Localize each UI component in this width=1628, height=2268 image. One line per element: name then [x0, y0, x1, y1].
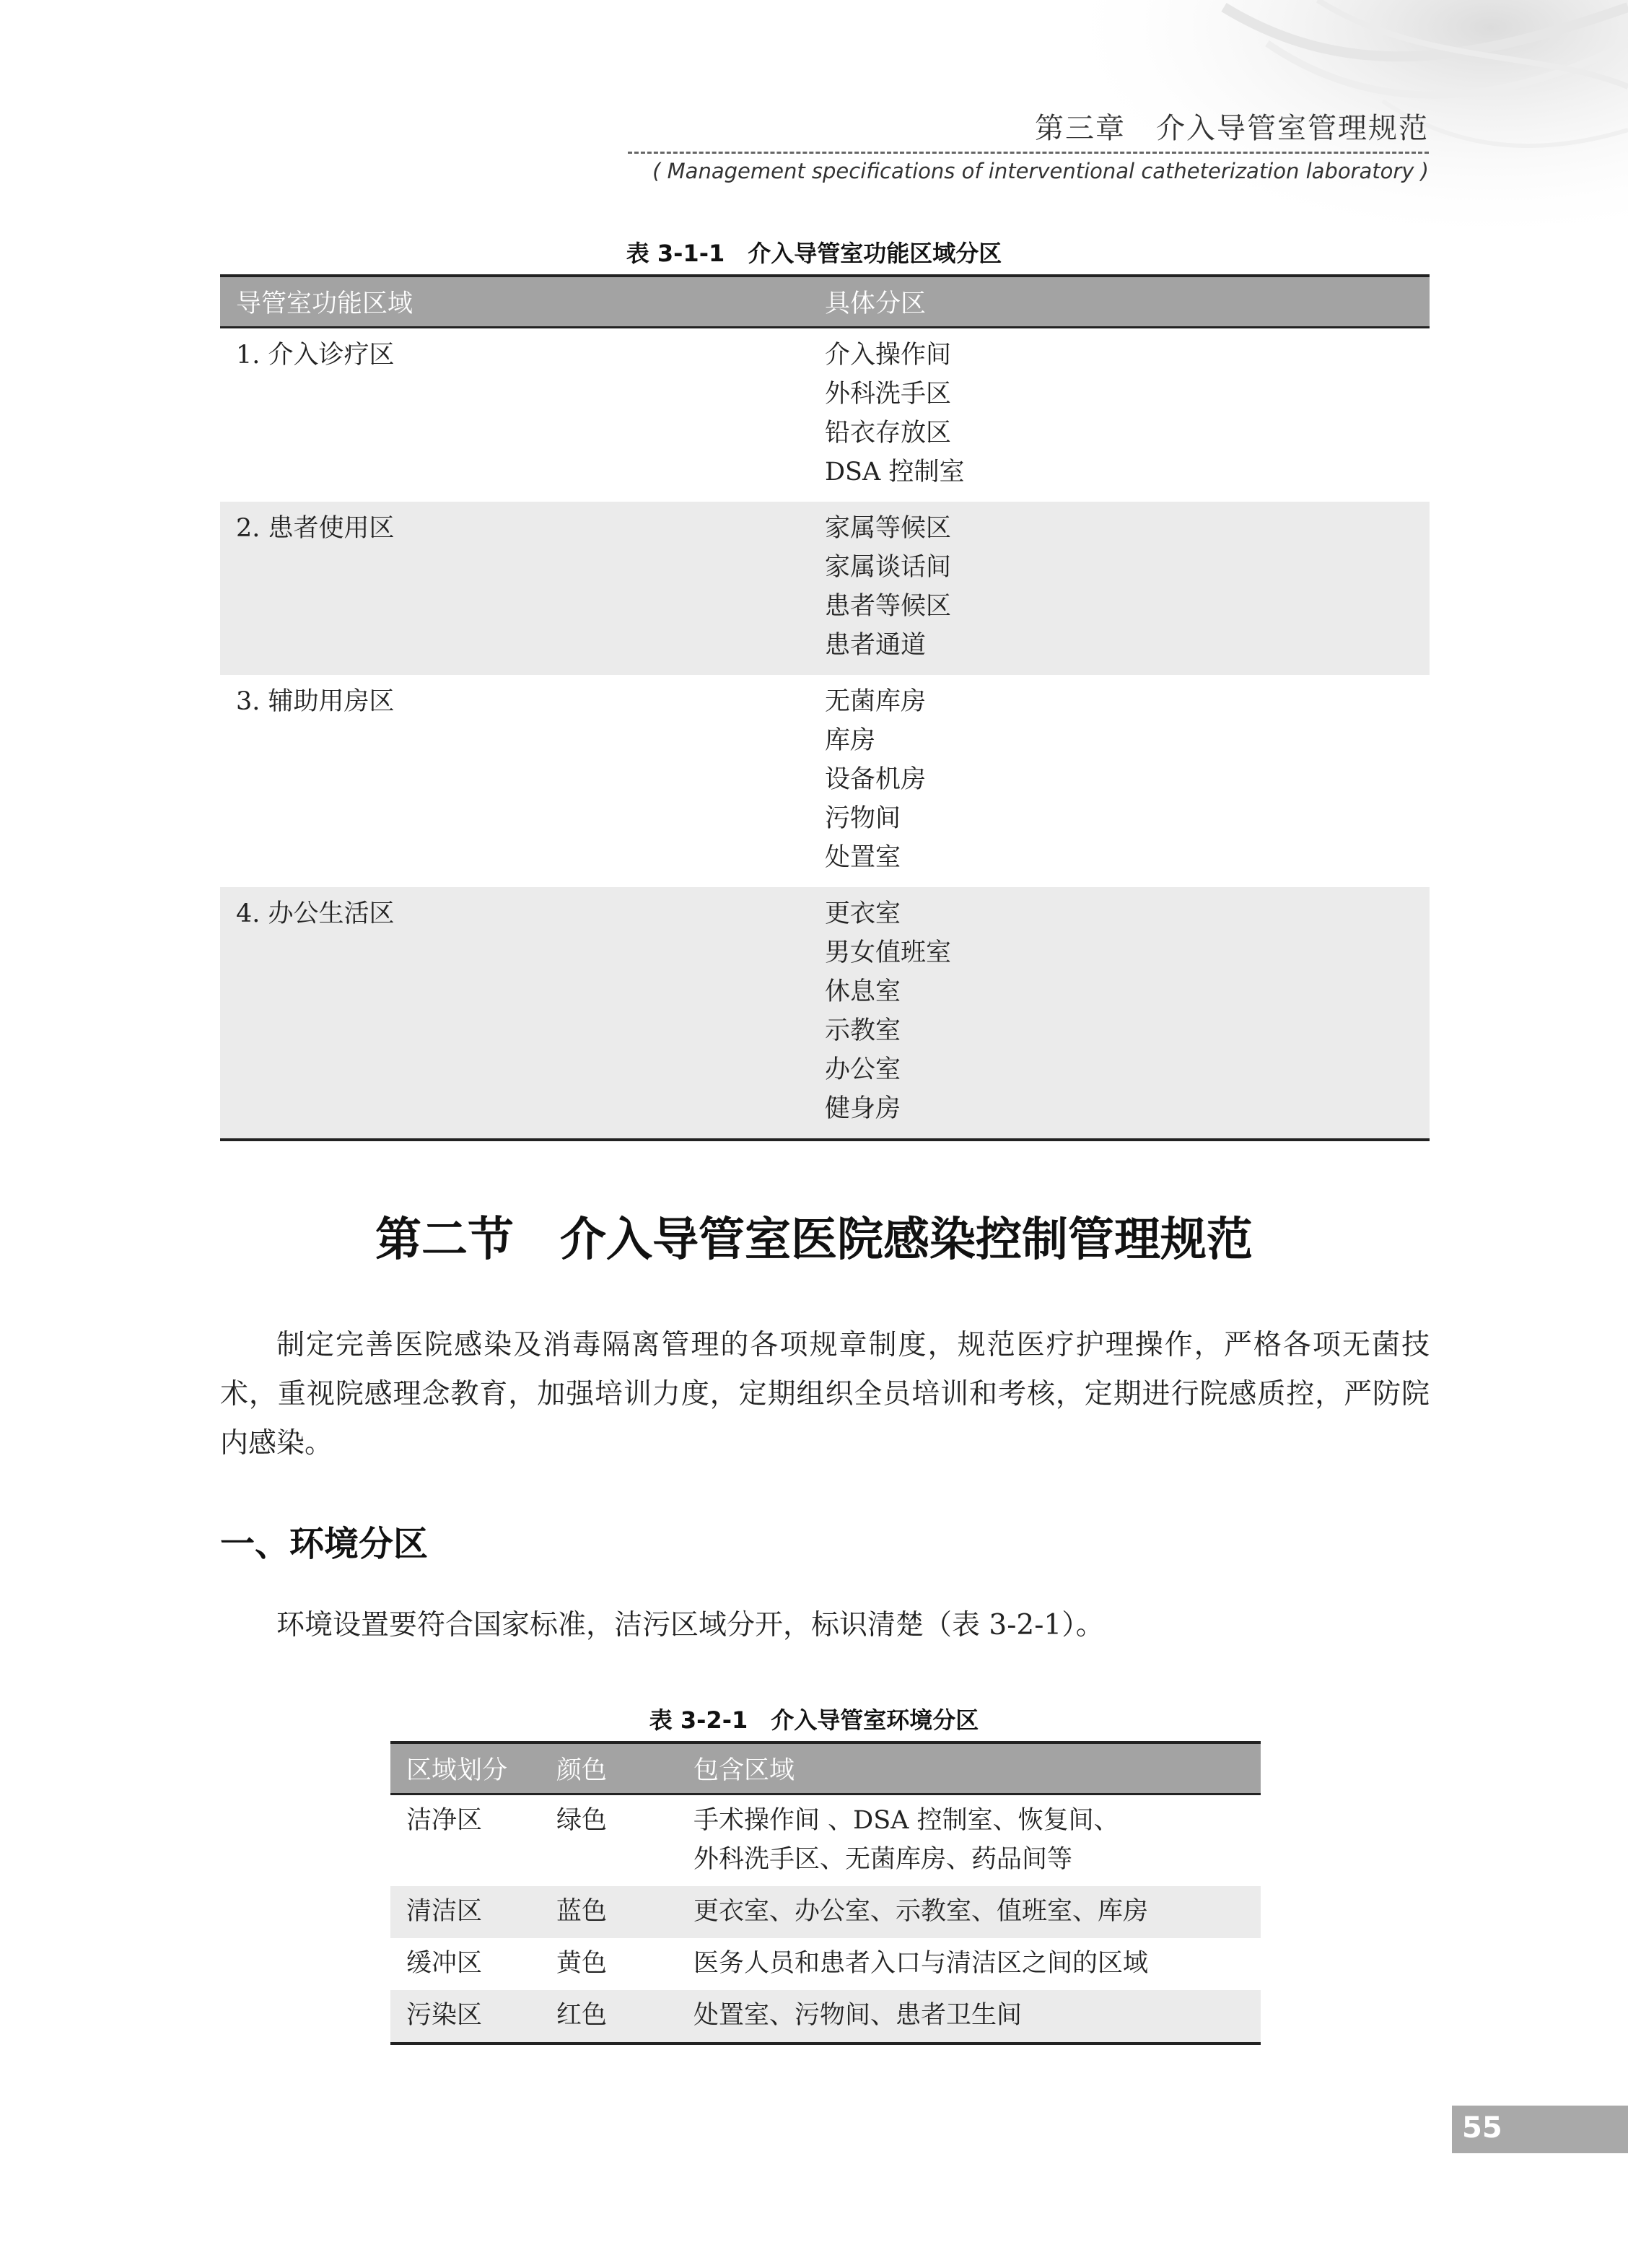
- areas-cell: [693, 1801, 1261, 1879]
- environment-zone-table: [390, 1741, 1261, 2045]
- zone-item: 无菌库房: [825, 687, 927, 716]
- table-row: [390, 1990, 1261, 2042]
- zone-item: 男女值班室: [825, 938, 952, 967]
- area-line: 手术操作间 、DSA 控制室、恢复间、: [693, 1806, 1119, 1835]
- zone-item: 设备机房: [825, 765, 927, 794]
- zone-item: 患者等候区: [825, 592, 952, 621]
- color-cell: 黄色: [556, 1949, 608, 1978]
- zone-item: 外科洗手区: [825, 380, 952, 409]
- areas-cell: [693, 1944, 1261, 1983]
- zone-items-cell: [825, 509, 1430, 665]
- functional-zone-table: [220, 274, 1430, 1141]
- table1-header-cell: 导管室功能区域: [236, 289, 413, 318]
- zone-item: 铅衣存放区: [825, 419, 952, 448]
- zone-name-cell: 2. 患者使用区: [236, 514, 395, 543]
- section-paragraph: 制定完善医院感染及消毒隔离管理的各项规章制度，规范医疗护理操作，严格各项无菌技术，重视院感理念教育，加强培训力度，定期组织全员培训和考核，定期进行院感质控，严防院内感染。: [220, 1329, 1430, 1460]
- zone-items-cell: [825, 894, 1430, 1128]
- zone-item: 患者通道: [825, 631, 927, 660]
- zone-item: 污物间: [825, 804, 901, 833]
- table-row: [220, 328, 1430, 502]
- table2-body: [390, 1795, 1261, 2042]
- table2-header-cell: 包含区域: [693, 1756, 795, 1785]
- zone-name-cell: 1. 介入诊疗区: [236, 341, 395, 370]
- table2-bottom-rule: [390, 2042, 1261, 2045]
- chapter-title: 第三章 介入导管室管理规范: [1035, 112, 1429, 145]
- table-row: [390, 1886, 1261, 1938]
- color-cell: 红色: [556, 2001, 608, 2030]
- zone-items-cell: [825, 682, 1430, 877]
- zone-items-cell: [825, 336, 1430, 492]
- color-cell: 蓝色: [556, 1897, 608, 1926]
- table2-header-row: [390, 1741, 1261, 1795]
- zone-item: 办公室: [825, 1055, 901, 1084]
- table1-header-row: [220, 274, 1430, 328]
- zone-name-cell: 3. 辅助用房区: [236, 687, 395, 716]
- table-row: [390, 1795, 1261, 1886]
- areas-cell: [693, 1996, 1261, 2035]
- color-cell: 绿色: [556, 1806, 608, 1835]
- zone-item: 健身房: [825, 1094, 901, 1123]
- zone-item: 更衣室: [825, 899, 901, 928]
- header-divider: [628, 152, 1429, 154]
- area-line: 更衣室、办公室、示教室、值班室、库房: [693, 1897, 1149, 1926]
- areas-cell: [693, 1892, 1261, 1931]
- zone-item: 介入操作间: [825, 341, 952, 370]
- zone-item: 家属谈话间: [825, 553, 952, 582]
- page-number-bar: [1452, 2106, 1628, 2153]
- table2-caption: 表 3-2-1 介入导管室环境分区: [649, 1706, 979, 1734]
- table1-caption: 表 3-1-1 介入导管室功能区域分区: [626, 240, 1002, 267]
- zone-cell: 洁净区: [406, 1806, 483, 1835]
- area-line: 外科洗手区、无菌库房、药品间等: [693, 1845, 1073, 1874]
- table-row: [220, 675, 1430, 887]
- section-title: 第二节 介入导管室医院感染控制管理规范: [375, 1213, 1253, 1267]
- zone-cell: 污染区: [406, 2001, 483, 2030]
- chapter-subtitle: ( Management specifications of interventional catheterization laboratory ): [652, 159, 1429, 183]
- table-row: [220, 502, 1430, 675]
- zone-item: 库房: [825, 726, 876, 755]
- zone-item: DSA 控制室: [825, 458, 965, 487]
- area-line: 处置室、污物间、患者卫生间: [693, 2001, 1023, 2030]
- zone-item: 家属等候区: [825, 514, 952, 543]
- zone-name-cell: 4. 办公生活区: [236, 899, 395, 928]
- zone-item: 处置室: [825, 843, 901, 872]
- table2-header-cell: 区域划分: [406, 1756, 508, 1785]
- zone-cell: 清洁区: [406, 1897, 483, 1926]
- table2-header-cell: 颜色: [556, 1756, 608, 1785]
- zone-cell: 缓冲区: [406, 1949, 483, 1978]
- table-row: [220, 887, 1430, 1138]
- page-number: 55: [1462, 2111, 1502, 2145]
- zone-item: 休息室: [825, 977, 901, 1006]
- table1-header-cell: 具体分区: [825, 289, 927, 318]
- subsection-heading: 一、环境分区: [220, 1524, 429, 1564]
- table1-body: [220, 328, 1430, 1138]
- zone-item: 示教室: [825, 1016, 901, 1045]
- table-row: [390, 1938, 1261, 1990]
- table1-bottom-rule: [220, 1138, 1430, 1141]
- area-line: 医务人员和患者入口与清洁区之间的区域: [693, 1949, 1149, 1978]
- subsection-paragraph: 环境设置要符合国家标准，洁污区域分开，标识清楚（表 3-2-1）。: [276, 1609, 1104, 1641]
